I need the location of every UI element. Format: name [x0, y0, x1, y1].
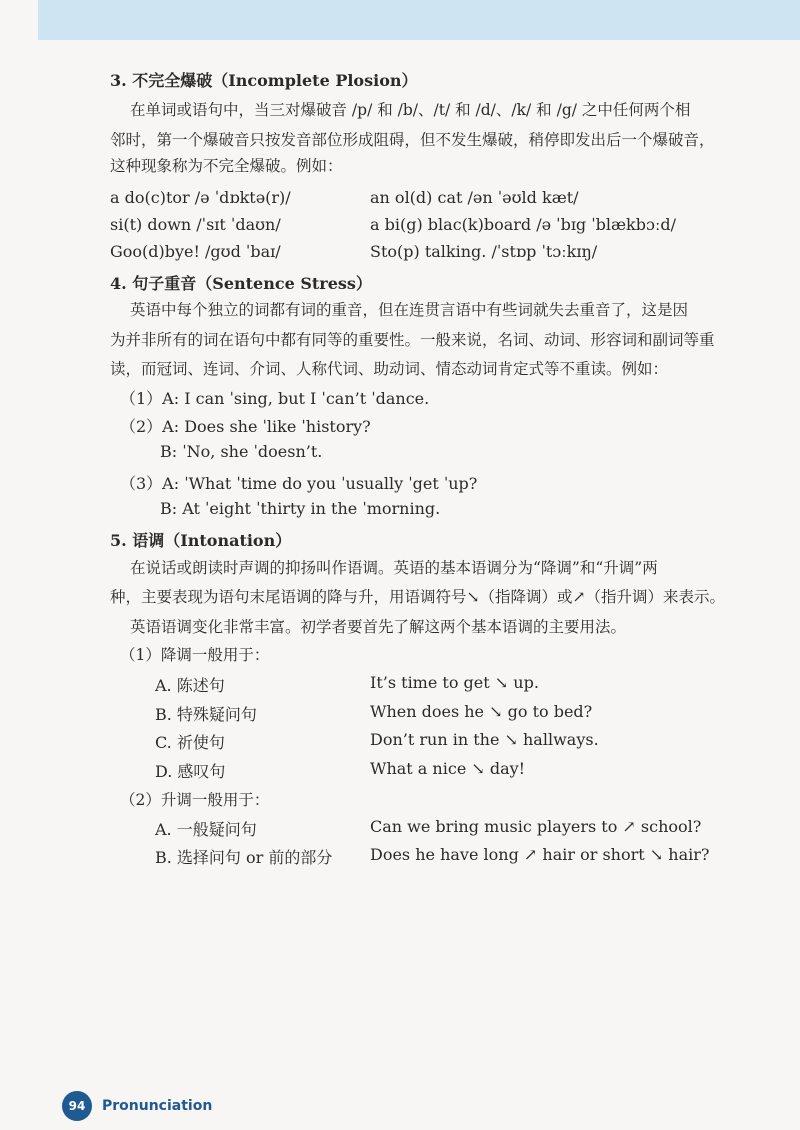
stress-example-1: （1）A: I can ˈsing, but I ˈcan’t ˈdance.	[120, 389, 430, 408]
rising-example-2: Does he have long ↗ hair or short ↘ hair?	[370, 845, 710, 864]
falling-label-2: B. 特殊疑问句	[155, 705, 257, 724]
example-left: a do(c)tor /ə ˈdɒktə(r)/	[110, 188, 291, 207]
falling-example-3: Don’t run in the ↘ hallways.	[370, 730, 599, 749]
rising-row-1	[155, 817, 702, 840]
example-right: a bi(g) blac(k)board /ə ˈbɪg ˈblækbɔːd/	[370, 215, 676, 234]
footer-label: Pronunciation	[102, 1098, 213, 1114]
rising-label-2: B. 选择问句 or 前的部分	[155, 848, 333, 867]
stress-example-4: （3）A: ˈWhat ˈtime do you ˈusually ˈget ˈup?	[120, 474, 478, 493]
section-5-line-1: 在说话或朗读时声调的抑扬叫作语调。英语的基本语调分为“降调”和“升调”两	[130, 559, 658, 577]
section-4-line-1: 英语中每个独立的词都有词的重音，但在连贯言语中有些词就失去重音了，这是因	[130, 301, 689, 319]
falling-row-2	[155, 702, 593, 725]
footer	[62, 1091, 212, 1121]
plosion-example-3	[110, 242, 598, 261]
falling-title: （1）降调一般用于：	[120, 646, 270, 664]
section-5-heading: 5. 语调（Intonation）	[110, 531, 292, 550]
rising-title: （2）升调一般用于：	[120, 791, 270, 809]
rising-example-1: Can we bring music players to ↗ school?	[370, 817, 702, 836]
example-right: Sto(p) talking. /ˈstɒp ˈtɔːkɪŋ/	[370, 242, 598, 261]
falling-label-1: A. 陈述句	[155, 676, 225, 695]
example-right: an ol(d) cat /ən ˈəʊld kæt/	[370, 188, 579, 207]
top-band	[38, 0, 800, 40]
plosion-example-2	[110, 215, 676, 234]
section-5-line-3: 英语语调变化非常丰富。初学者要首先了解这两个基本语调的主要用法。	[130, 618, 627, 636]
example-left: si(t) down /ˈsɪt ˈdaʊn/	[110, 215, 281, 234]
rising-row-2	[155, 845, 710, 868]
section-3-line-2: 邻时，第一个爆破音只按发音部位形成阻碍，但不发生爆破，稍停即发出后一个爆破音，	[110, 131, 715, 149]
falling-label-3: C. 祈使句	[155, 733, 225, 752]
falling-row-4	[155, 759, 526, 782]
rising-label-1: A. 一般疑问句	[155, 820, 257, 839]
section-4-line-2: 为并非所有的词在语句中都有同等的重要性。一般来说，名词、动词、形容词和副词等重	[110, 331, 715, 349]
stress-example-5: B: At ˈeight ˈthirty in the ˈmorning.	[160, 499, 441, 518]
falling-example-4: What a nice ↘ day!	[370, 759, 526, 778]
stress-example-2: （2）A: Does she ˈlike ˈhistory?	[120, 417, 371, 436]
section-5-line-2: 种，主要表现为语句末尾语调的降与升，用语调符号↘（指降调）或↗（指升调）来表示。	[110, 588, 725, 606]
falling-example-1: It’s time to get ↘ up.	[370, 673, 539, 692]
falling-example-2: When does he ↘ go to bed?	[370, 702, 593, 721]
page-number: 94	[62, 1091, 92, 1121]
plosion-example-1	[110, 188, 579, 207]
stress-example-3: B: ˈNo, she ˈdoesn’t.	[160, 442, 323, 461]
example-left: Goo(d)bye! /gʊd ˈbaɪ/	[110, 242, 281, 261]
falling-row-1	[155, 673, 539, 696]
section-4-heading: 4. 句子重音（Sentence Stress）	[110, 274, 372, 293]
section-3-heading: 3. 不完全爆破（Incomplete Plosion）	[110, 71, 418, 90]
falling-row-3	[155, 730, 599, 753]
falling-label-4: D. 感叹句	[155, 762, 226, 781]
section-3-line-1: 在单词或语句中，当三对爆破音 /p/ 和 /b/、/t/ 和 /d/、/k/ 和 /g/ 之中任何两个相	[130, 101, 691, 119]
section-3-line-3: 这种现象称为不完全爆破。例如：	[110, 157, 343, 175]
section-4-line-3: 读，而冠词、连词、介词、人称代词、助动词、情态动词肯定式等不重读。例如：	[110, 360, 669, 378]
